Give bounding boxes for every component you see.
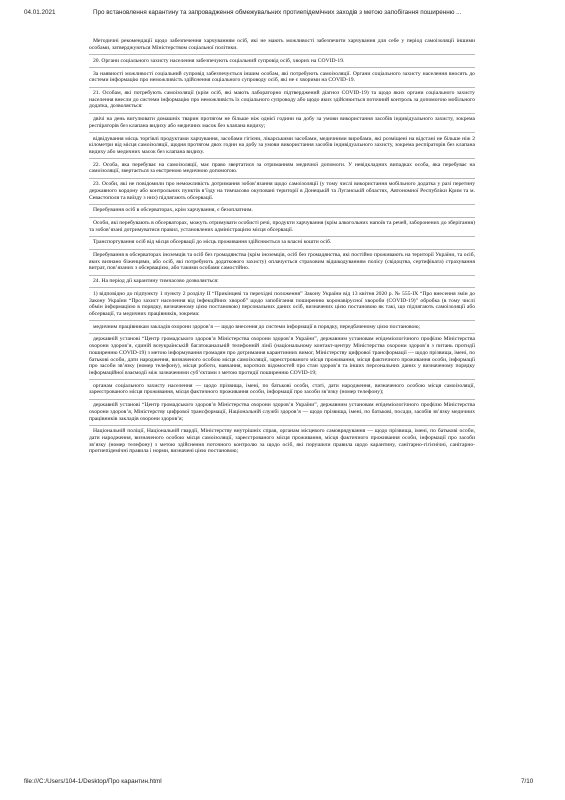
paragraph: Перебування осіб в обсерваторах, крім харчування, є безоплатним.	[89, 204, 475, 217]
paragraph: Методичні рекомендації щодо забезпечення харчуванням осіб, які не мають можливості забезпечити харчування для себе у період самоізоляції іншими особами, затверджуються Міністерством соціальної політики.	[89, 38, 475, 52]
paragraph: 22. Особа, яка перебуває на самоізоляції, має право звертатися за отриманням медичної допомоги. У невідкладних випадках особа, яка перебуває на самоізоляції, звертається за екстреною медичною допомогою.	[89, 158, 475, 177]
paragraph: 23. Особи, які не повідомили про неможливість дотримання зобов’язання щодо самоізоляції (у тому числі використання мобільного додатка у разі перетину державного кордону або контрольних пунктів в’їзду на тимчасово окуповані території в Донецькій та Луганській областях, Автономної Республіки Крим та м. Севастополя та виїзду з них) підлягають обсервації.	[89, 178, 475, 204]
page-header	[0, 0, 565, 20]
paragraph: 21. Особам, які потребують самоізоляції (крім осіб, які мають лабораторно підтверджений діагноз COVID-19) та щодо яких органи соціального захисту населення внесли до системи інформацію про неможливість їх соціального супроводу або щодо яких здійснюється поточний контроль за допомогою мобільного додатка, дозволяється:	[89, 87, 475, 113]
paragraph: державній установі “Центр громадського здоров’я Міністерства охорони здоров’я України”, державним установам епідеміологічного профілю Міністерства охорони здоров’я, Міністерству цифрової трансформації, Національній службі здоров’я — щодо прізвища, імені, по батькові, посади, засобів зв’язку медичних працівників закладів охорони здоров’я;	[89, 399, 475, 425]
paragraph: 1) відповідно до підпункту 1 пункту 2 розділу II “Прикінцеві та перехідні положення” Закону України від 13 квітня 2020 р. № 555-IX “Про внесення змін до Закону України “Про захист населення від інфекційних хвороб” щодо запобігання поширенню коронавірусної хвороби (COVID-19)” обробка (в тому числі обмін інформацією в порядку, визначеному цією постановою) персональних даних осіб, визначених цією постановою як такі, що підлягають самоізоляції або обсервації, та медичних працівників, зокрема:	[89, 287, 475, 320]
page-footer	[0, 778, 565, 792]
paragraph: 20. Органи соціального захисту населення забезпечують соціальний супровід осіб, хворих на COVID-19.	[89, 54, 475, 67]
paragraph: медичним працівникам закладів охорони здоров’я — щодо внесення до системи інформації в порядку, передбаченому цією постановою;	[89, 320, 475, 333]
paragraph: За наявності можливості соціальний супровід забезпечується іншим особам, які потребують самоізоляції. Органи соціального захисту населення вносять до системи інформацію про неможливість здійснення соціального супроводу осіб, які не є хворими на COVID-19.	[89, 67, 475, 86]
paragraph: Транспортування осіб від місця обсервації до місць проживання здійснюється за власні кошти осіб.	[89, 236, 475, 249]
paragraph: державній установі “Центр громадського здоров’я Міністерства охорони здоров’я України”, державним установам епідеміологічного профілю Міністерства охорони здоров’я, єдиній всеукраїнській багатоканальній телефонній лінії (національному контакт-центру Міністерства охорони здоров’я з питань протидії поширенню COVID-19) з метою інформування громадян про дотримання карантинних вимог, Міністерству цифрової трансформації — щодо прізвища, імені, по батькові особи, дати народження, визначеного особою місця самоізоляції, зареєстрованого місця проживання, місця фактичного проживання особи, інформації про засоби зв’язку (номер телефону), місця роботи, навчання, коротких відомостей про стан здоров’я та інших персональних даних у визначеному порядку інформаційної взаємодії між зазначеними суб’єктами з метою протидії поширенню COVID-19;	[89, 333, 475, 379]
print-date: 04.01.2021	[24, 9, 56, 16]
paragraph: відвідування місць торгівлі продуктами харчування, засобами гігієни, лікарськими засобами, медичними виробами, які розміщені на відстані не більше ніж 2 кілометри від місця самоізоляції, щодня протягом двох годин на добу за умови використання засобів індивідуального захисту, зокрема респіраторів без клапана видиху або медичних масок без клапана видиху.	[89, 132, 475, 158]
paragraph: двічі на день вигулювати домашніх тварин протягом не більше ніж однієї години на добу за умови використання засобів індивідуального захисту, зокрема респіраторів без клапана видиху або медичних масок без клапана видиху;	[89, 113, 475, 132]
paragraph: 24. На період дії карантину тимчасово дозволяється:	[89, 275, 475, 288]
paragraph: Національній поліції, Національній гвардії, Міністерству внутрішніх справ, органам місцевого самоврядування — щодо прізвища, імені, по батькові особи, дати народження, визначеного особою місця самоізоляції, зареєстрованого місця проживання, місця фактичного проживання особи, інформації про засоби зв’язку (номер телефону) з метою здійснення поточного контролю за щодо осіб, які порушили правила щодо карантину, санітарно-гігієнічні, санітарно-протиепідемічні правила і норми, визначені цією постановою;	[89, 425, 475, 458]
paragraph: Особи, які перебувають в обсерваторах, можуть отримувати особисті речі, продукти харчування (крім алкогольних напоїв та речей, заборонених до зберігання) та зобов’язані дотримуватися правил, установлених адміністрацією місця обсервації.	[89, 217, 475, 236]
paragraph: Перебування в обсерваторах іноземців та осіб без громадянства (крім іноземців, осіб без громадянства, які постійно проживають на території України, та осіб, яких визнано біженцями, або осіб, які потребують додаткового захисту) оплачується страховим відшкодуванням полісу (свідоцтва, сертифіката) страхування витрат, пов’язаних з обсервацією, або такими особами самостійно.	[89, 249, 475, 275]
file-path: file:///C:/Users/104-1/Desktop/Про карантин.html	[24, 778, 162, 785]
document-body	[89, 36, 475, 458]
document-title: Про встановлення карантину та запровадження обмежувальних протиепідемічних заходів з метою запобігання поширенню ...	[93, 9, 462, 16]
page-number: 7/10	[521, 778, 534, 785]
paragraph: органам соціального захисту населення — щодо прізвища, імені, по батькові особи, статі, дати народження, визначеного особою місця самоізоляції, зареєстрованого місця проживання, місця фактичного проживання особи, інформації про засоби зв’язку (номер телефону);	[89, 379, 475, 398]
